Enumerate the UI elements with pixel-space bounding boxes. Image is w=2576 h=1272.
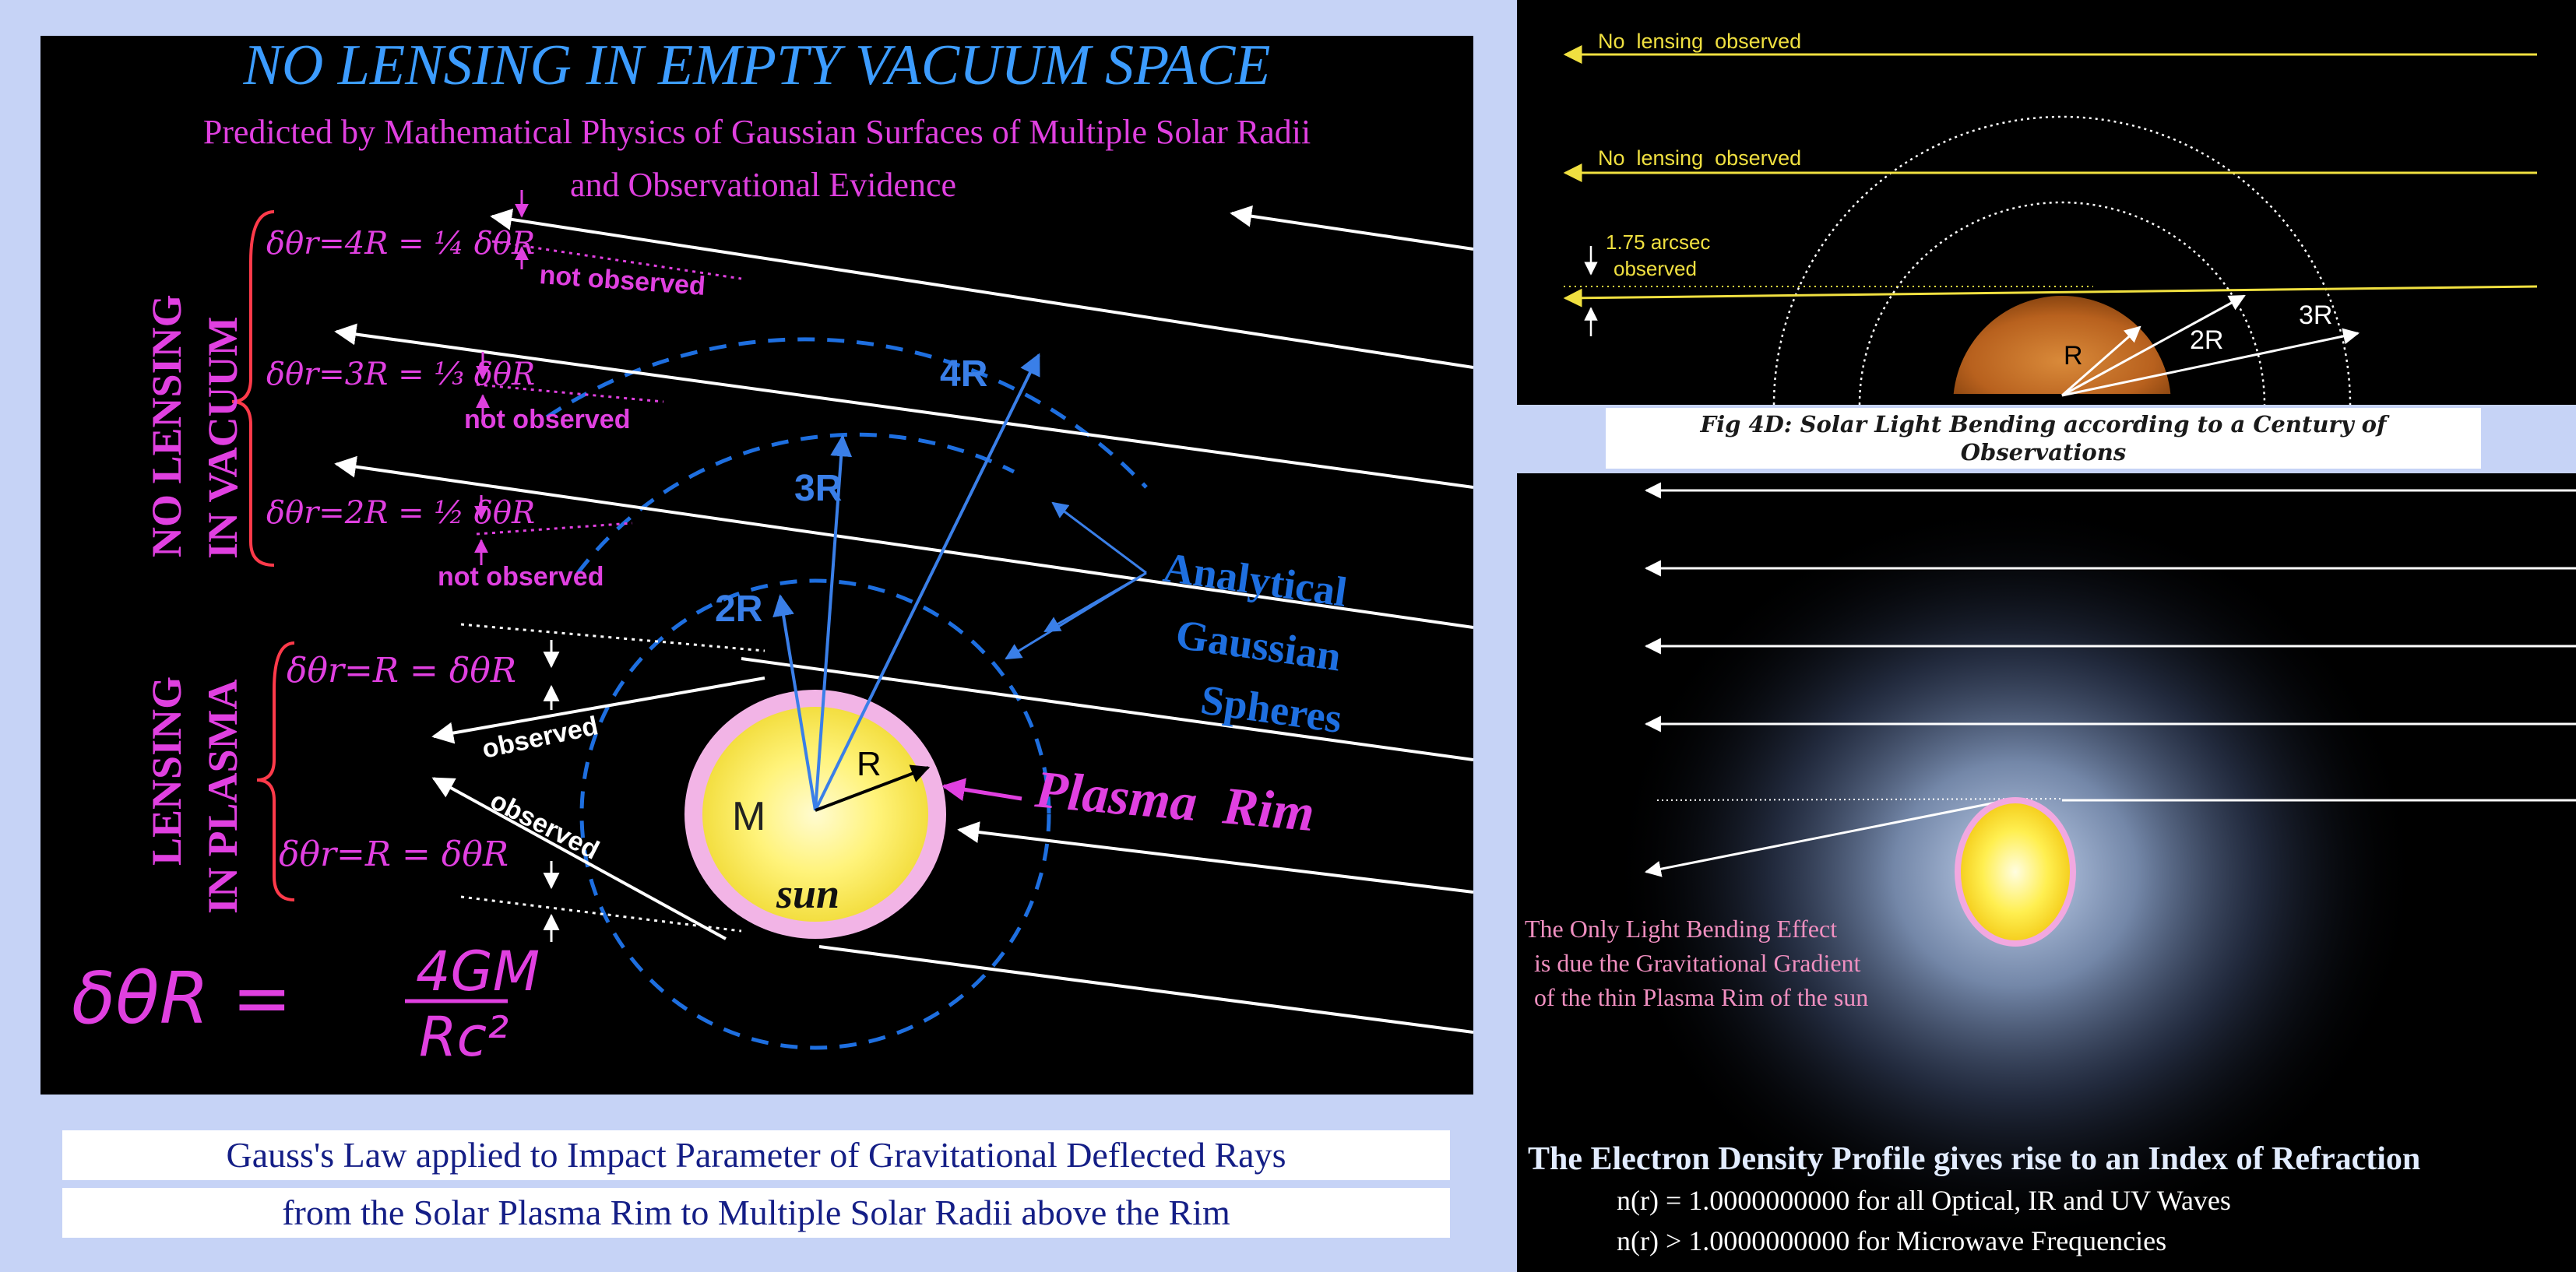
- svg-text:LENSING: LENSING: [143, 676, 190, 866]
- not-observed-label-2r: not observed: [438, 562, 604, 592]
- vertical-label-plasma: [143, 676, 246, 914]
- incident-rays: [336, 213, 1473, 1032]
- svg-text:δθr=R = δθR: δθr=R = δθR: [279, 835, 509, 874]
- figure-caption: [1606, 408, 2481, 469]
- label-r: R: [857, 745, 882, 783]
- svg-text:δθr=2R = ½ δθR: δθr=2R = ½ δθR: [266, 495, 536, 531]
- formula-numerator: 4GM: [416, 940, 540, 1003]
- diagram-subtitle-line2: and Observational Evidence: [569, 166, 957, 204]
- observed-label-2r: 2R: [2190, 325, 2224, 355]
- formula-denominator: Rc²: [419, 1005, 509, 1069]
- plasma-rim-pointer: [944, 786, 1022, 799]
- svg-text:δθr=3R = ⅓ δθR: δθr=3R = ⅓ δθR: [266, 357, 536, 392]
- observed-label-r: R: [2064, 341, 2083, 371]
- lensing-diagram: [40, 36, 1473, 1095]
- sphere-pointer-lines: [1006, 503, 1146, 659]
- svg-text:IN PLASMA: IN PLASMA: [199, 679, 246, 914]
- svg-text:δθr=R = δθR: δθr=R = δθR: [287, 651, 516, 690]
- svg-text:Spheres: Spheres: [1198, 676, 1345, 743]
- not-observed-label-3r: not observed: [464, 405, 631, 434]
- figure-caption-line1: Fig 4D: Solar Light Bending according to a Century of: [1700, 411, 2387, 437]
- vertical-label-vacuum: [143, 294, 246, 559]
- svg-text:Gaussian: Gaussian: [1173, 610, 1344, 680]
- observed-label-top: observed: [479, 711, 601, 764]
- observations-panel: [1517, 0, 2576, 405]
- gaussian-sphere-4r: [547, 339, 1146, 487]
- svg-text:is due the Gravitational Gradi: is due the Gravitational Gradient: [1534, 949, 1861, 977]
- label-3r: 3R: [794, 468, 843, 509]
- sun-small: [1961, 803, 2070, 940]
- label-4r: 4R: [940, 353, 988, 395]
- svg-text:The Only Light Bending Effect: The Only Light Bending Effect: [1525, 915, 1838, 943]
- caption-line-2: from the Solar Plasma Rim to Multiple Solar Radii above the Rim: [62, 1188, 1450, 1238]
- observed-rays: [1565, 54, 2537, 298]
- diagram-title: NO LENSING IN EMPTY VACUUM SPACE: [243, 36, 1271, 97]
- not-observed-label-4r: not observed: [538, 260, 707, 301]
- electron-density-panel: [1517, 473, 2576, 1272]
- index-refraction-heading: The Electron Density Profile gives rise to an Index of Refraction: [1528, 1141, 2421, 1177]
- deflection-equations: [266, 226, 535, 874]
- arcsec-label-1: 1.75 arcsec: [1606, 230, 1711, 254]
- electron-density-diagram: [1517, 473, 2576, 1272]
- observed-label-bottom: observed: [485, 785, 604, 866]
- label-mass: M: [732, 794, 766, 839]
- plasma-rim-label: Plasma Rim: [1033, 759, 1317, 843]
- refraction-microwave: n(r) > 1.0000000000 for Microwave Frequencies: [1617, 1225, 2167, 1256]
- arcsec-label-2: observed: [1614, 257, 1697, 280]
- refraction-optical: n(r) = 1.0000000000 for all Optical, IR and UV Waves: [1617, 1185, 2231, 1216]
- light-bending-note: [1525, 915, 1868, 1011]
- svg-text:δθr=4R = ¼ δθR: δθr=4R = ¼ δθR: [266, 226, 536, 262]
- diagram-subtitle-line1: Predicted by Mathematical Physics of Gaussian Surfaces of Multiple Solar Radii: [202, 113, 1311, 151]
- observed-label-3r: 3R: [2299, 300, 2333, 330]
- caption-line-1: Gauss's Law applied to Impact Parameter of Gravitational Deflected Rays: [62, 1130, 1450, 1180]
- svg-text:Analytical: Analytical: [1160, 543, 1350, 616]
- no-lensing-label-2: No lensing observed: [1598, 146, 1802, 170]
- no-lensing-label-1: No lensing observed: [1598, 30, 1802, 53]
- label-2r: 2R: [715, 589, 763, 630]
- analytical-spheres-label: [1160, 543, 1350, 742]
- observed-sun: [1953, 296, 2171, 405]
- figure-caption-line2: Observations: [1960, 439, 2127, 466]
- observations-diagram: [1517, 0, 2576, 405]
- svg-text:of the thin Plasma Rim of the: of the thin Plasma Rim of the sun: [1534, 983, 1869, 1011]
- label-sun: sun: [776, 870, 840, 917]
- svg-text:NO LENSING: NO LENSING: [143, 294, 190, 557]
- formula-lhs: δθR =: [72, 957, 292, 1040]
- svg-text:IN VACUUM: IN VACUUM: [199, 316, 246, 559]
- left-diagram-panel: [40, 36, 1473, 1095]
